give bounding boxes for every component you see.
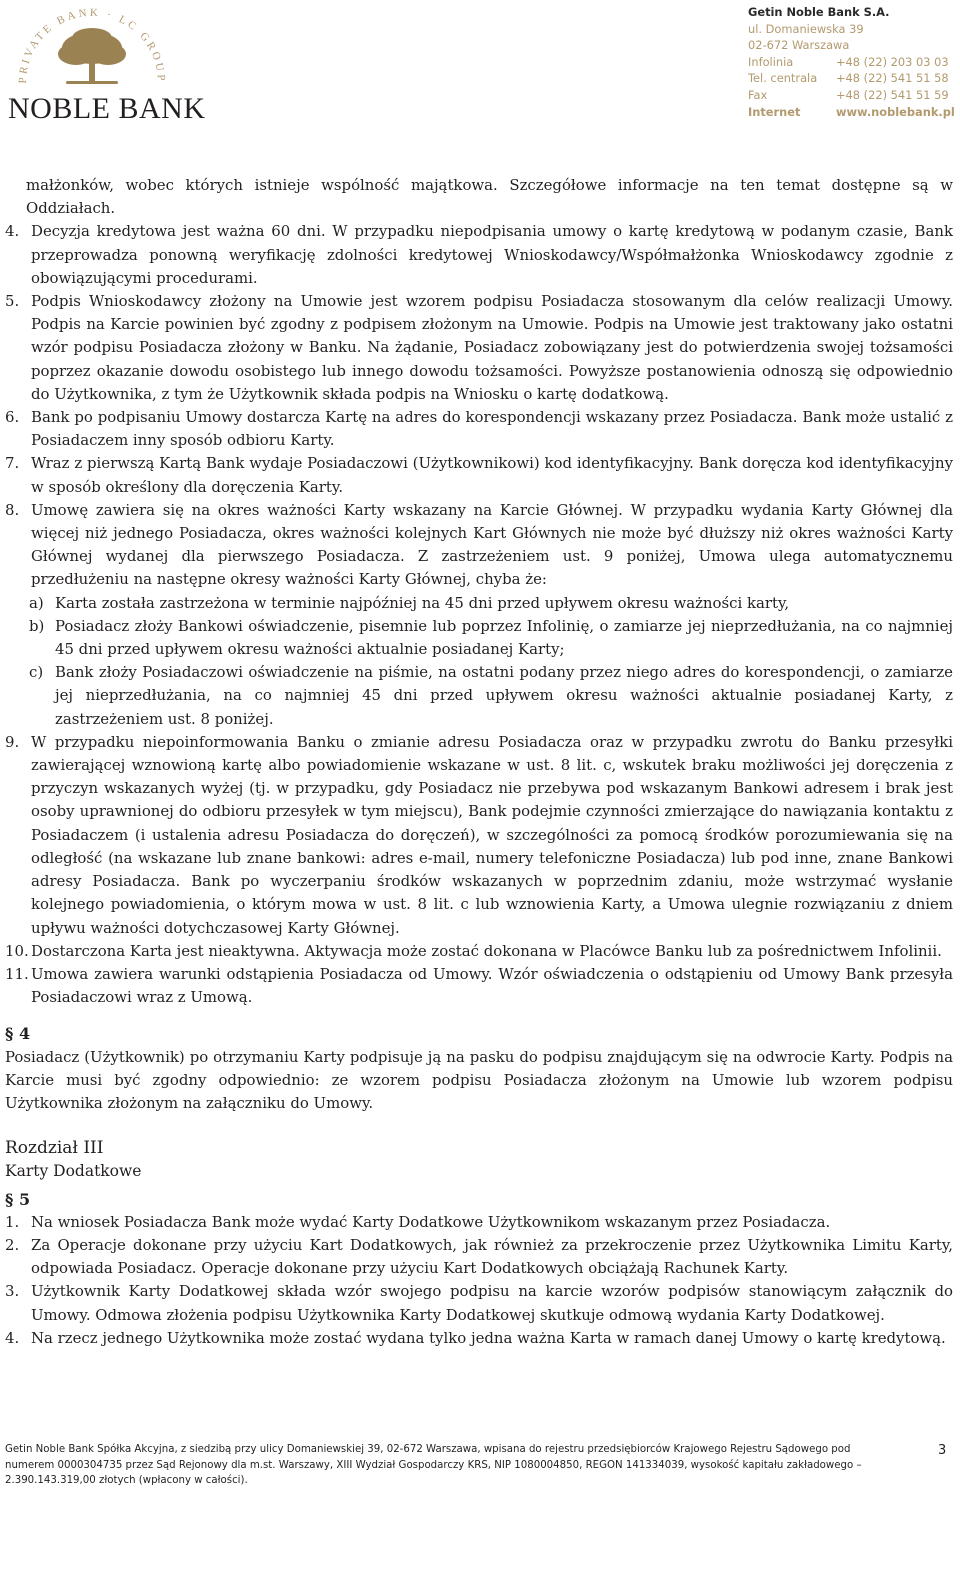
item-number: 1.	[5, 1212, 20, 1231]
paragraph-4-heading: § 4	[5, 1024, 31, 1044]
infolinia-value: +48 (22) 203 03 03	[836, 54, 949, 69]
item-text: Bank po podpisaniu Umowy dostarcza Kartę na adres do korespondencji wskazany przez Posiadacza. Bank może ustalić z Posiadaczem inny sposób odbioru Karty.	[31, 408, 953, 450]
fax-label: Fax	[748, 87, 768, 102]
sub-item-letter: a)	[29, 593, 44, 612]
sub-list-item	[5, 615, 953, 661]
item-number: 8.	[5, 500, 20, 519]
item-text: Na rzecz jednego Użytkownika może zostać wydana tylko jedna ważna Karta w ramach danej Umowy o kartę kredytową.	[31, 1328, 946, 1347]
centrala-row	[748, 70, 958, 87]
company-name: Getin Noble Bank S.A.	[748, 5, 890, 19]
sub-list-item	[5, 592, 953, 615]
list-item	[5, 290, 953, 406]
sub-item-text: Bank złoży Posiadaczowi oświadczenie na piśmie, na ostatni podany przez niego adres do korespondencji, o zamiarze jej nieprzedłużania, na co najmniej 45 dni przed upływem okresu ważności aktualnie posiadanej Karty, z zastrzeżeniem ust. 8 poniżej.	[55, 663, 953, 728]
sub-item-letter: c)	[29, 663, 44, 682]
address-city: 02-672 Warszawa	[748, 38, 850, 53]
list-item	[5, 499, 953, 592]
item-number: 4.	[5, 222, 20, 241]
legal-footer: Getin Noble Bank Spółka Akcyjna, z siedzibą przy ulicy Domaniewskiej 39, 02-672 Warszawa, wpisana do rejestru przedsiębiorców Krajowego Rejestru Sądowego pod numerem 0000304735 przez Sąd Rejonowy dla m.st. Warszawy, XIII Wydział Gospodarczy KRS, NIP 1080004850, REGON 141334039, wysokość kapitału zakładowego – 2.390.143.319,00 złotych (wpłacony w całości).	[5, 1444, 862, 1486]
logo-brand-text: NOBLE BANK	[8, 92, 206, 125]
chapter-subtitle: Karty Dodatkowe	[5, 1162, 142, 1181]
list-item	[5, 963, 953, 1009]
logo-arc-text: PRIVATE BANK · LC GROUP	[16, 6, 168, 84]
item-text: Podpis Wnioskodawcy złożony na Umowie jest wzorem podpisu Posiadacza stosowanym dla celów realizacji Umowy. Podpis na Karcie powinien być zgodny z podpisem złożonym na Umowie. Podpis na Umowie jest traktowany jako ostatni wzór podpisu Posiadacza złożony w Banku. Na żądanie, Posiadacz zobowiązany jest do potwierdzenia swojej tożsamości poprzez okazanie dowodu osobistego lub innego dowodu tożsamości. Powyższe postanowienia odnoszą się odpowiednio do Użytkownika, z tym że Użytkownik składa podpis na Wniosku o kartę dodatkową.	[31, 292, 953, 403]
item-text: Dostarczona Karta jest nieaktywna. Aktywacja może zostać dokonana w Placówce Banku lub za pośrednictwem Infolinii.	[31, 941, 942, 960]
item-text: Na wniosek Posiadacza Bank może wydać Karty Dodatkowe Użytkownikom wskazanym przez Posiadacza.	[31, 1212, 831, 1231]
list-item	[5, 1211, 953, 1234]
item-text: W przypadku niepoinformowania Banku o zmianie adresu Posiadacza oraz w przypadku zwrotu do Banku przesyłki zawierającej wznowioną kartę albo powiadomienie wskazane w ust. 8 lit. c, wskutek braku możliwości jej doręczenia z przyczyn wskazanych wyżej (tj. w przypadku, gdy Posiadacz nie przebywa pod wskazanym Bankowi adresem i brak jest osoby uprawnionej do odbioru przesyłek w tym miejscu), Bank podejmie czynności zmierzające do nawiązania kontaktu z Posiadaczem (i ustalenia adresu Posiadacza do doręczeń), w szczególności za pomocą środków porozumiewania się na odległość (na wskazane lub znane bankowi: adres e-mail, numery telefoniczne Posiadacza) lub pod inne, znane Bankowi adresy Posiadacza. Bank po wyczerpaniu środków wskazanych w poprzednim zdaniu, może wstrzymać wysłanie kolejnego powiadomienia, o którym mowa w ust. 8 lit. c lub wznowienia Karty, a Umowa ulegnie rozwiązaniu z dniem upływu ważności dotychczasowej Karty Głównej.	[31, 732, 953, 937]
paragraph-5-heading: § 5	[5, 1189, 31, 1209]
item-number: 7.	[5, 454, 20, 473]
item-text: Użytkownik Karty Dodatkowej składa wzór swojego podpisu na karcie wzorów podpisów stanowiącym załącznik do Umowy. Odmowa złożenia podpisu Użytkownika Karty Dodatkowej skutkuje odmową wydania Karty Dodatkowej.	[31, 1282, 953, 1324]
bank-logo	[4, 4, 206, 125]
list-item	[5, 406, 953, 452]
internet-label: Internet	[748, 104, 801, 119]
item-number: 2.	[5, 1235, 20, 1254]
sub-item-letter: b)	[29, 616, 45, 635]
address-street: ul. Domaniewska 39	[748, 21, 864, 36]
item-number: 6.	[5, 408, 20, 427]
item-number: 11.	[5, 964, 29, 983]
list-item	[5, 731, 953, 940]
centrala-label: Tel. centrala	[748, 71, 818, 86]
item-text: Decyzja kredytowa jest ważna 60 dni. W przypadku niepodpisania umowy o kartę kredytową w podanym czasie, Bank przeprowadza ponowną weryfikację zdolności kredytowej Wnioskodawcy/Współmałżonka Wnioskodawcy zgodnie z obowiązującymi procedurami.	[31, 222, 953, 287]
centrala-value: +48 (22) 541 51 58	[836, 71, 949, 86]
list-item	[5, 1234, 953, 1280]
document-body	[5, 174, 953, 1350]
infolinia-label: Infolinia	[748, 54, 794, 69]
page-number: 3	[938, 1443, 947, 1458]
item-number: 3.	[5, 1282, 20, 1301]
item-number: 9.	[5, 732, 20, 751]
list-item	[5, 1280, 953, 1326]
sub-list-item	[5, 661, 953, 731]
intro-paragraph: małżonków, wobec których istnieje wspólność majątkowa. Szczegółowe informacje na ten temat dostępne są w Oddziałach.	[26, 176, 953, 218]
item-number: 5.	[5, 292, 20, 311]
list-item	[5, 220, 953, 290]
tree-emblem-icon	[4, 4, 186, 96]
paragraph-4-text: Posiadacz (Użytkownik) po otrzymaniu Karty podpisuje ją na pasku do podpisu znajdującym się na odwrocie Karty. Podpis na Karcie musi być zgodny odpowiednio: ze wzorem podpisu Posiadacza złożonym na Umowie lub wzorem podpisu Użytkownika złożonym na załączniku do Umowy.	[5, 1047, 953, 1112]
sub-item-text: Karta została zastrzeżona w terminie najpóźniej na 45 dni przed upływem okresu ważności karty,	[55, 593, 790, 612]
contact-block	[748, 4, 958, 120]
chapter-title: Rozdział III	[5, 1138, 104, 1159]
item-text: Umowa zawiera warunki odstąpienia Posiadacza od Umowy. Wzór oświadczenia o odstąpieniu od Umowy Bank przesyła Posiadaczowi wraz z Umową.	[31, 964, 953, 1007]
fax-row	[748, 87, 958, 104]
list-item	[5, 452, 953, 498]
list-item	[5, 940, 953, 963]
infolinia-row	[748, 54, 958, 71]
item-text: Za Operacje dokonane przy użyciu Kart Dodatkowych, jak również za przekroczenie przez Użytkownika Limitu Karty, odpowiada Posiadacz. Operacje dokonane przy użyciu Kart Dodatkowych obciążają Rachunek Karty.	[31, 1235, 953, 1278]
sub-item-text: Posiadacz złoży Bankowi oświadczenie, pisemnie lub poprzez Infolinię, o zamiarze jej nieprzedłużania, na co najmniej 45 dni przed upływem okresu ważności aktualnie posiadanej Karty;	[55, 616, 953, 659]
list-item	[5, 1327, 953, 1350]
internet-row	[748, 104, 958, 121]
item-number: 4.	[5, 1328, 20, 1347]
item-number: 10.	[5, 941, 29, 960]
item-text: Umowę zawiera się na okres ważności Karty wskazany na Karcie Głównej. W przypadku wydania Karty Głównej dla więcej niż jednego Posiadacza, okres ważności kolejnych Kart Głównych nie może być dłuższy niż okres ważności Karty Głównej wydanej dla pierwszego Posiadacza. Z zastrzeżeniem ust. 9 poniżej, Umowa ulega automatycznemu przedłużeniu na następne okresy ważności Karty Głównej, chyba że:	[31, 500, 953, 589]
website-link[interactable]: www.noblebank.pl	[836, 104, 955, 119]
item-text: Wraz z pierwszą Kartą Bank wydaje Posiadaczowi (Użytkownikowi) kod identyfikacyjny. Bank doręcza kod identyfikacyjny w sposób określony dla doręczenia Karty.	[31, 454, 953, 496]
fax-value: +48 (22) 541 51 59	[836, 87, 949, 102]
